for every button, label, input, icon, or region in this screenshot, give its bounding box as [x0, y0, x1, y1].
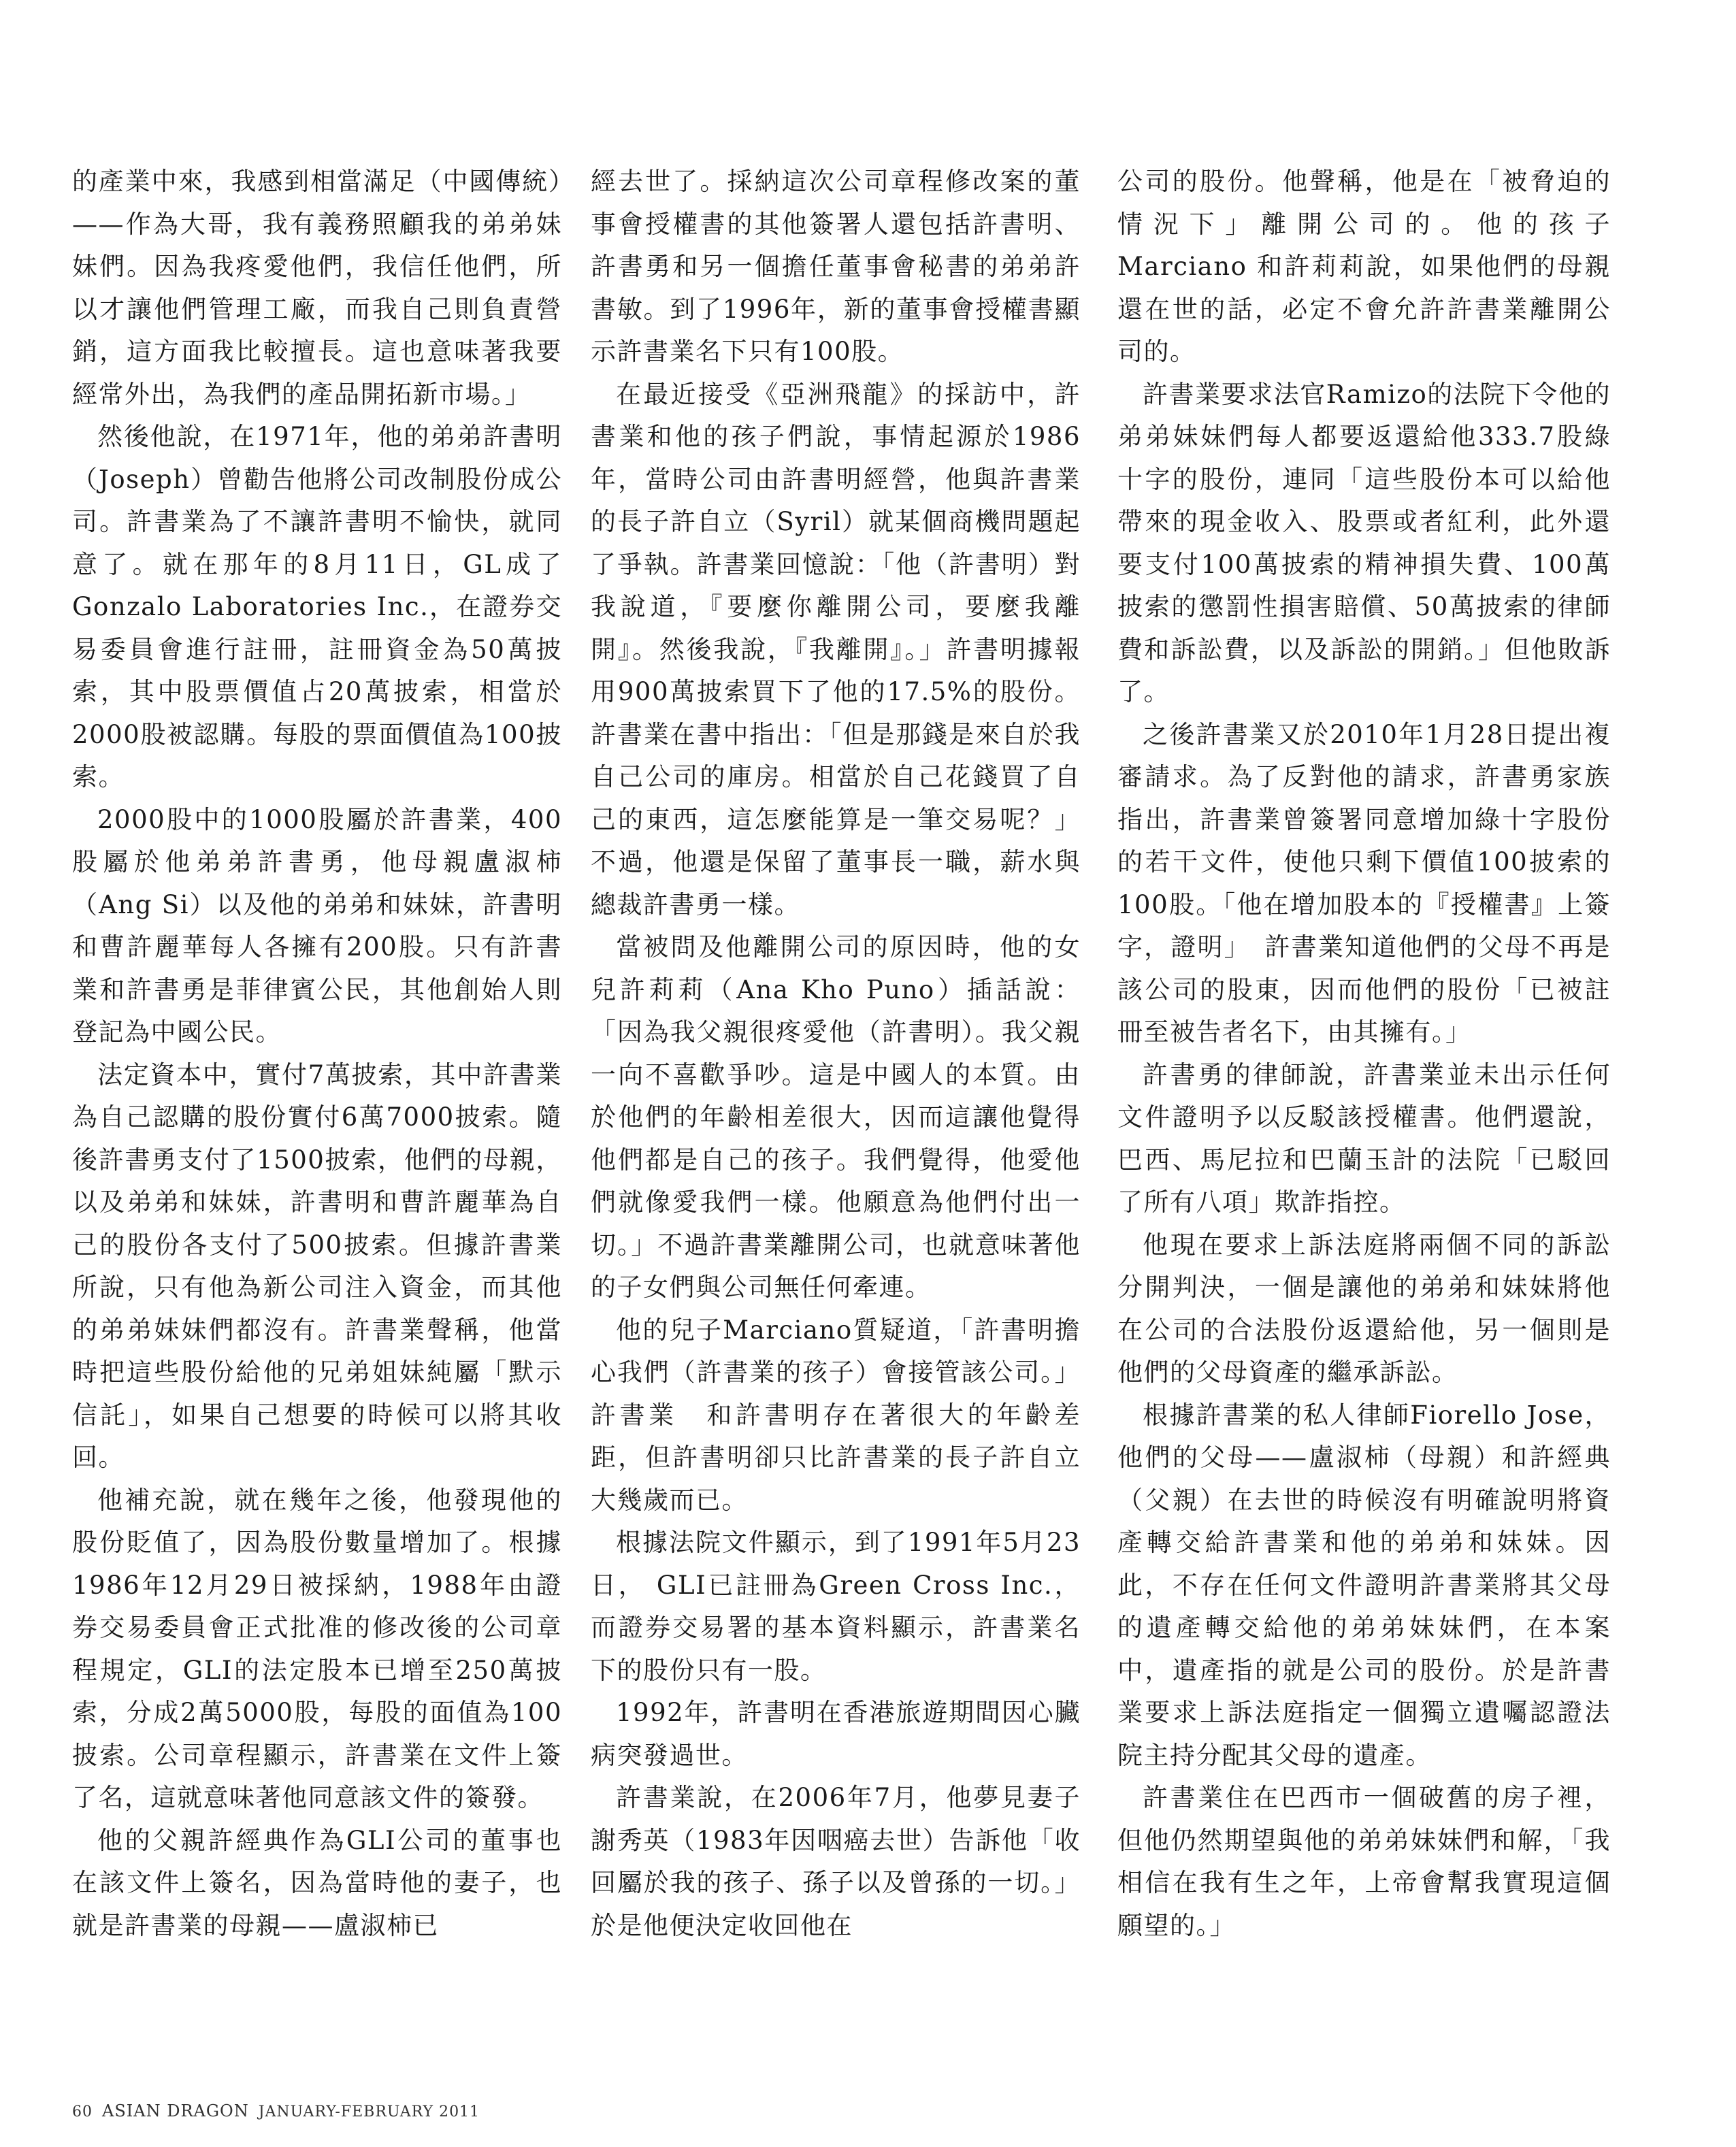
paragraph: 在最近接受《亞洲飛龍》的採訪中，許書業和他的孩子們說，事情起源於1986年，當時公司由許書明經營，他與許書業的長子許自立（Syril）就某個商機問題起了爭執。許書業回憶說：「他（許書明）對我說道，『要麼你離開公司，要麼我離開』。然後我說，『我離開』。」許書明據報用900萬披索買下了他的17.5%的股份。許書業在書中指出：「但是那錢是來自於我自己公司的庫房。相當於自己花錢買了自己的東西，這怎麼能算是一筆交易呢？」不過，他還是保留了董事長一職，薪水與總裁許書勇一樣。	[591, 379, 1081, 919]
paragraph: 的產業中來，我感到相當滿足（中國傳統）——作為大哥，我有義務照顧我的弟弟妹妹們。因為我疼愛他們，我信任他們，所以才讓他們管理工廠，而我自己則負責營銷，這方面我比較擅長。這也意味著我要經常外出，為我們的產品開拓新市場。」	[72, 167, 562, 409]
paragraph: 根據許書業的私人律師Fiorello Jose，他們的父母——盧淑柿（母親）和許經典（父親）在去世的時候沒有明確說明將資產轉交給許書業和他的弟弟和妹妹。因此，不存在任何文件證明許書業將其父母的遺產轉交給他的弟弟妹妹們，在本案中，遺產指的就是公司的股份。於是許書業要求上訴法庭指定一個獨立遺囑認證法院主持分配其父母的遺產。	[1117, 1400, 1611, 1770]
paragraph: 許書業說，在2006年7月，他夢見妻子謝秀英（1983年因咽癌去世）告訴他「收回屬於我的孩子、孫子以及曾孫的一切。」於是他便決定收回他在	[591, 1783, 1081, 1940]
column-1	[72, 161, 562, 1947]
paragraph: 他的父親許經典作為GLI公司的董事也在該文件上簽名，因為當時他的妻子，也就是許書業的母親——盧淑柿已	[72, 1825, 562, 1940]
column-2	[591, 161, 1081, 1947]
paragraph: 當被問及他離開公司的原因時，他的女兒許莉莉（Ana Kho Puno）插話說：「因為我父親很疼愛他（許書明）。我父親一向不喜歡爭吵。這是中國人的本質。由於他們的年齡相差很大，因而這讓他覺得他們都是自己的孩子。我們覺得，他愛他們就像愛我們一樣。他願意為他們付出一切。」不過許書業離開公司，也就意味著他的子女們與公司無任何牽連。	[591, 932, 1081, 1302]
paragraph: 他的兒子Marciano質疑道，「許書明擔心我們（許書業的孩子）會接管該公司。」許書業 和許書明存在著很大的年齡差距，但許書明卻只比許書業的長子許自立大幾歲而已。	[591, 1315, 1081, 1515]
paragraph: 經去世了。採納這次公司章程修改案的董事會授權書的其他簽署人還包括許書明、許書勇和另一個擔任董事會秘書的弟弟許書敏。到了1996年，新的董事會授權書顯示許書業名下只有100股。	[591, 167, 1081, 366]
page-number: 60	[72, 2103, 93, 2120]
paragraph: 根據法院文件顯示，到了1991年5月23日， GLI已註冊為Green Cross Inc.，而證券交易署的基本資料顯示，許書業名下的股份只有一股。	[591, 1528, 1081, 1685]
paragraph: 然後他說，在1971年，他的弟弟許書明（Joseph）曾勸告他將公司改制股份成公司。許書業為了不讓許書明不愉快，就同意了。就在那年的8月11日，GL成了Gonzalo Laboratories Inc.，在證券交易委員會進行註冊，註冊資金為50萬披索，其中股票價值占20萬披索，相當於2000股被認購。每股的票面價值為100披索。	[72, 422, 562, 791]
paragraph: 公司的股份。他聲稱，他是在「被脅迫的情況下」離開公司的。他的孩子Marciano 和許莉莉說，如果他們的母親還在世的話，必定不會允許許書業離開公司的。	[1117, 167, 1611, 366]
magazine-name: ASIAN DRAGON	[102, 2101, 249, 2120]
paragraph: 許書業住在巴西市一個破舊的房子裡，但他仍然期望與他的弟弟妹妹們和解，「我相信在我有生之年，上帝會幫我實現這個願望的。」	[1117, 1783, 1611, 1940]
column-3	[1117, 161, 1611, 1947]
paragraph: 2000股中的1000股屬於許書業，400股屬於他弟弟許書勇，他母親盧淑柿（Ang Si）以及他的弟弟和妹妹，許書明和曹許麗華每人各擁有200股。只有許書業和許書勇是菲律賓公民，其他創始人則登記為中國公民。	[72, 804, 562, 1047]
paragraph: 他補充說，就在幾年之後，他發現他的股份貶值了，因為股份數量增加了。根據1986年12月29日被採納，1988年由證券交易委員會正式批准的修改後的公司章程規定，GLI的法定股本已增至250萬披索，分成2萬5000股，每股的面值為100披索。公司章程顯示，許書業在文件上簽了名，這就意味著他同意該文件的簽發。	[72, 1485, 562, 1812]
paragraph: 許書勇的律師說，許書業並未出示任何文件證明予以反駁該授權書。他們還說，巴西、馬尼拉和巴蘭玉計的法院「已駁回了所有八項」欺詐指控。	[1117, 1060, 1611, 1217]
paragraph: 1992年，許書明在香港旅遊期間因心臟病突發過世。	[591, 1698, 1081, 1770]
paragraph: 他現在要求上訴法庭將兩個不同的訴訟分開判決，一個是讓他的弟弟和妹妹將他在公司的合法股份返還給他，另一個則是他們的父母資產的繼承訴訟。	[1117, 1230, 1611, 1387]
paragraph: 許書業要求法官Ramizo的法院下令他的弟弟妹妹們每人都要返還給他333.7股綠十字的股份，連同「這些股份本可以給他帶來的現金收入、股票或者紅利，此外還要支付100萬披索的精神損失費、100萬披索的懲罰性損害賠償、50萬披索的律師費和訴訟費，以及訴訟的開銷。」但他敗訴了。	[1117, 379, 1611, 706]
page-footer	[72, 2101, 480, 2120]
paragraph: 之後許書業又於2010年1月28日提出複審請求。為了反對他的請求，許書勇家族指出，許書業曾簽署同意增加綠十字股份的若干文件，使他只剩下價值100披索的100股。「他在增加股本的『授權書』上簽字，證明」 許書業知道他們的父母不再是該公司的股東，因而他們的股份「已被註冊至被告者名下，由其擁有。」	[1117, 719, 1611, 1047]
paragraph: 法定資本中，實付7萬披索，其中許書業為自己認購的股份實付6萬7000披索。隨後許書勇支付了1500披索，他們的母親，以及弟弟和妹妹，許書明和曹許麗華為自己的股份各支付了500披索。但據許書業所說，只有他為新公司注入資金，而其他的弟弟妹妹們都沒有。許書業聲稱，他當時把這些股份給他的兄弟姐妹純屬「默示信託」，如果自己想要的時候可以將其收回。	[72, 1060, 562, 1472]
issue-date: JANUARY-FEBRUARY 2011	[258, 2103, 480, 2120]
